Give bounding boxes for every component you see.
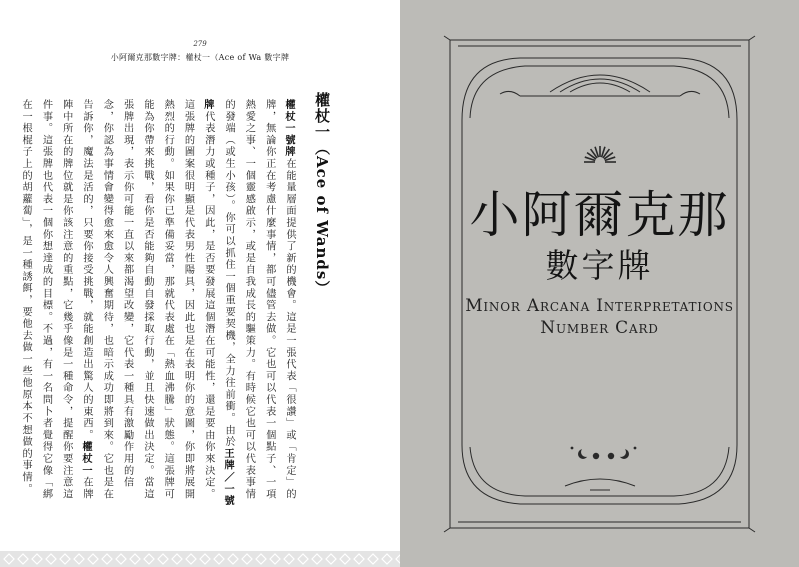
body-text [20,99,299,509]
body-run: 在牌陣中所在的牌位就是你該注意的重點，它幾乎像是一種命令，提醒你要注意這件事。這張牌也代表一個你想達成的目標。不過，有一名問卜者覺得它像「綁在一根棍子上的胡蘿蔔」，是一種誘餌，要他去做一些他原本不想做的事情。 [20,99,93,501]
body-paragraph [15,99,299,509]
moon-phases-ornament [571,447,637,460]
body-run: 在能量層面提供了新的機會。這是一張代表「很讚」或「肯定」的牌，無論你正在考慮什麼事情，都可儘管去做。它也可以代表一個點子、一項熱愛之事、一個靈感啟示，或是自我成長的驅策力。有時候它也可以代表事情的發端（或生小孩）。你可以抓住一個重要契機，全力往前衝。由於 [223,99,295,501]
card-heading: 權杖一（Ace of Wands） [313,92,331,297]
right-page [400,0,799,567]
body-run: 代表潛力或種子，因此，是否要發展這個潛在可能性，還是要由你來決定。這張牌的圖案很明顯是代表男性陽具，因此也是在表明你的意圖，你即將展開熱烈的行動。如果你已準備妥當，那就代表處在「熱血沸騰」狀態。這張牌可能為你帶來挑戰，看你是否能夠自動自發採取行動，並且快速做出決定。當這張牌出現，表示你可能一直以來都渴望改變，它代表一種具有激勵作用的信念，你認為事情會變得愈來愈令人興奮期待，也暗示成功即將到來。它也是在告訴你，魔法是活的，只要你接受挑戰，就能創造出驚人的東西。 [81,99,214,501]
title-zh-line2: 數字牌 [545,246,654,285]
bottom-decorative-band [0,551,400,567]
title-zh-line1: 小阿爾克那 [469,186,730,244]
running-header: 小阿爾克那數字牌：權杖一（Ace of Wa 數字牌 [110,53,290,62]
sunburst-ornament [584,146,616,162]
title-en-line2: Number Card [540,318,659,338]
bold-term: 權杖一號牌 [283,99,295,158]
bold-term: 王牌／一號牌 [201,99,235,507]
title-en-line1: Minor Arcana Interpretations [465,296,734,316]
bold-term: 權杖一 [80,441,93,477]
page-number: 279 [193,40,207,48]
